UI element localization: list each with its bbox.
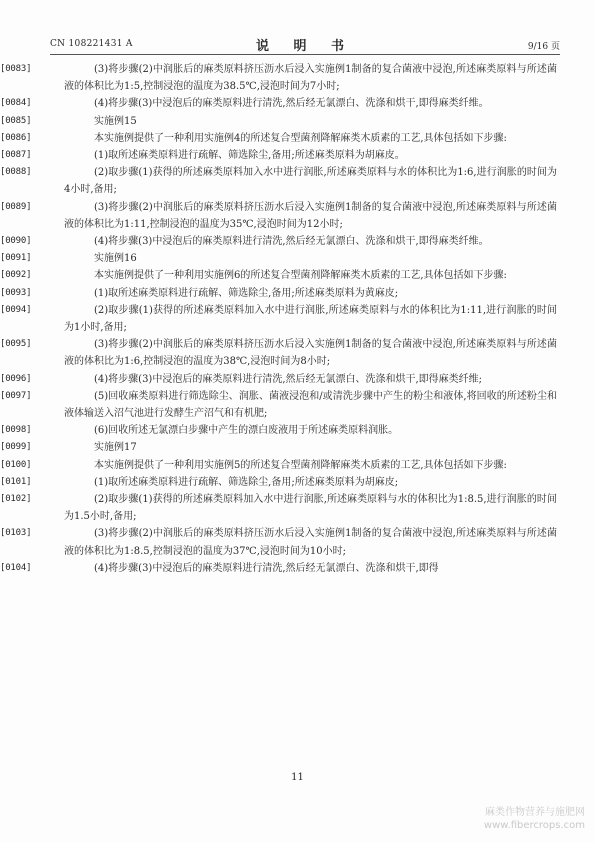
paragraph-number: [0083] <box>0 64 32 74</box>
paragraph-text: (1)取所述麻类原料进行疏解、筛选除尘,备用;所述麻类原料为黄麻皮; <box>94 287 399 299</box>
paragraph <box>0 560 557 577</box>
paragraph <box>0 164 557 198</box>
paragraph-text: 实施例16 <box>94 253 137 265</box>
paragraph-number: [0089] <box>0 201 32 212</box>
paragraph-text: (2)取步骤(1)获得的所述麻类原料加入水中进行润胀,所述麻类原料与水的体积比为1:8.5,进行润胀的时间为1.5小时,备用; <box>64 494 557 523</box>
watermark-line-1: 麻类作物营养与施肥网 <box>485 807 585 818</box>
paragraph <box>0 233 557 250</box>
paragraph <box>0 95 557 112</box>
paragraph-number: [0100] <box>0 459 32 470</box>
paragraph <box>0 130 557 147</box>
paragraph <box>0 457 557 474</box>
paragraph-text: 本实施例提供了一种利用实施例5的所述复合型菌剂降解麻类木质素的工艺,具体包括如下步骤: <box>94 459 507 471</box>
paragraph-number: [0088] <box>0 167 32 178</box>
paragraph-text: (3)将步骤(2)中润胀后的麻类原料挤压沥水后浸入实施例1制备的复合菌液中浸泡,所述麻类原料与所述菌液的体积比为1:11,控制浸泡的温度为35℃,浸泡时间为12小时; <box>64 201 557 230</box>
paragraph <box>0 113 557 130</box>
paragraph <box>0 302 557 336</box>
paragraph-text: (4)将步骤(3)中浸泡后的麻类原料进行清洗,然后经无氯漂白、洗涤和烘干,即得麻类纤维。 <box>94 236 489 248</box>
paragraph-number: [0084] <box>0 98 32 109</box>
paragraph-text: (4)将步骤(3)中浸泡后的麻类原料进行清洗,然后经无氯漂白、洗涤和烘干,即得麻类纤维; <box>94 373 483 385</box>
paragraph <box>0 147 557 164</box>
paragraph-number: [0101] <box>0 476 32 487</box>
paragraph <box>0 491 557 525</box>
paragraph-number: [0102] <box>0 494 32 505</box>
paragraph <box>0 525 557 559</box>
paragraph-number: [0087] <box>0 150 32 161</box>
paragraph-number: [0092] <box>0 270 32 281</box>
paragraph <box>0 371 557 388</box>
paragraph-text: 本实施例提供了一种利用实施例6的所述复合型菌剂降解麻类木质素的工艺,具体包括如下步骤: <box>94 270 507 282</box>
page-number: 11 <box>291 772 304 783</box>
paragraph-number: [0097] <box>0 390 32 401</box>
paragraph-text: (3)将步骤(2)中润胀后的麻类原料挤压沥水后浸入实施例1制备的复合菌液中浸泡,所述麻类原料与所述菌液的体积比为1:8.5,控制浸泡的温度为37℃,浸泡时间为10小时; <box>64 528 557 557</box>
watermark-line-2: www.fibercrops.com <box>483 820 585 831</box>
paragraph-number: [0086] <box>0 132 32 143</box>
paragraph <box>0 250 557 267</box>
paragraph-text: (3)将步骤(2)中润胀后的麻类原料挤压沥水后浸入实施例1制备的复合菌液中浸泡,所述麻类原料与所述菌液的体积比为1:5,控制浸泡的温度为38.5℃,浸泡时间为7小时; <box>64 64 557 93</box>
document-body <box>0 61 557 577</box>
paragraph-text: 本实施例提供了一种利用实施例4的所述复合型菌剂降解麻类木质素的工艺,具体包括如下步骤: <box>94 132 507 144</box>
paragraph <box>0 388 557 422</box>
header-rule <box>50 54 560 55</box>
page-header <box>50 35 560 53</box>
paragraph-number: [0085] <box>0 115 32 126</box>
page-indicator: 9/16 页 <box>527 42 560 52</box>
paragraph-text: (2)取步骤(1)获得的所述麻类原料加入水中进行润胀,所述麻类原料与水的体积比为1:6,进行润胀的时间为4小时,备用; <box>64 167 557 196</box>
document-title: 说 明 书 <box>255 39 355 54</box>
paragraph-text: (6)回收所述无氯漂白步骤中产生的漂白废液用于所述麻类原料润胀。 <box>94 425 399 437</box>
paragraph-number: [0094] <box>0 304 32 315</box>
paragraph <box>0 474 557 491</box>
paragraph <box>0 199 557 233</box>
paragraph-number: [0103] <box>0 528 32 539</box>
paragraph-number: [0104] <box>0 562 32 573</box>
paragraph-text: 实施例15 <box>94 115 137 127</box>
paragraph <box>0 285 557 302</box>
paragraph-text: (3)将步骤(2)中润胀后的麻类原料挤压沥水后浸入实施例1制备的复合菌液中浸泡,所述麻类原料与所述菌液的体积比为1:6,控制浸泡的温度为38℃,浸泡时间为8小时; <box>64 339 557 368</box>
paragraph-text: (5)回收麻类原料进行筛选除尘、润胀、菌液浸泡和/或清洗步骤中产生的粉尘和液体,将回收的所述粉尘和液体输送入沼气池进行发酵生产沼气和有机肥; <box>64 390 557 420</box>
watermark <box>484 806 585 832</box>
paragraph-number: [0096] <box>0 373 32 384</box>
paragraph <box>0 61 557 95</box>
paragraph-number: [0090] <box>0 236 32 247</box>
paragraph-text: (4)将步骤(3)中浸泡后的麻类原料进行清洗,然后经无氯漂白、洗涤和烘干,即得 <box>94 562 439 574</box>
paragraph-text: (1)取所述麻类原料进行疏解、筛选除尘,备用;所述麻类原料为胡麻皮。 <box>94 150 405 162</box>
paragraph-text: (2)取步骤(1)获得的所述麻类原料加入水中进行润胀,所述麻类原料与水的体积比为1:11,进行润胀的时间为1小时,备用; <box>64 304 557 334</box>
paragraph-number: [0099] <box>0 442 32 453</box>
paragraph-number: [0093] <box>0 287 32 298</box>
paragraph-text: 实施例17 <box>94 442 137 454</box>
paragraph-number: [0098] <box>0 425 32 436</box>
paragraph-number: [0091] <box>0 253 32 264</box>
patent-number: CN 108221431 A <box>50 39 133 49</box>
paragraph-text: (4)将步骤(3)中浸泡后的麻类原料进行清洗,然后经无氯漂白、洗涤和烘干,即得麻类纤维。 <box>94 98 489 110</box>
paragraph-text: (1)取所述麻类原料进行疏解、筛选除尘,备用;所述麻类原料为胡麻皮; <box>94 476 399 488</box>
paragraph <box>0 439 557 456</box>
paragraph <box>0 422 557 439</box>
paragraph-number: [0095] <box>0 339 32 350</box>
paragraph <box>0 336 557 370</box>
paragraph <box>0 267 557 284</box>
